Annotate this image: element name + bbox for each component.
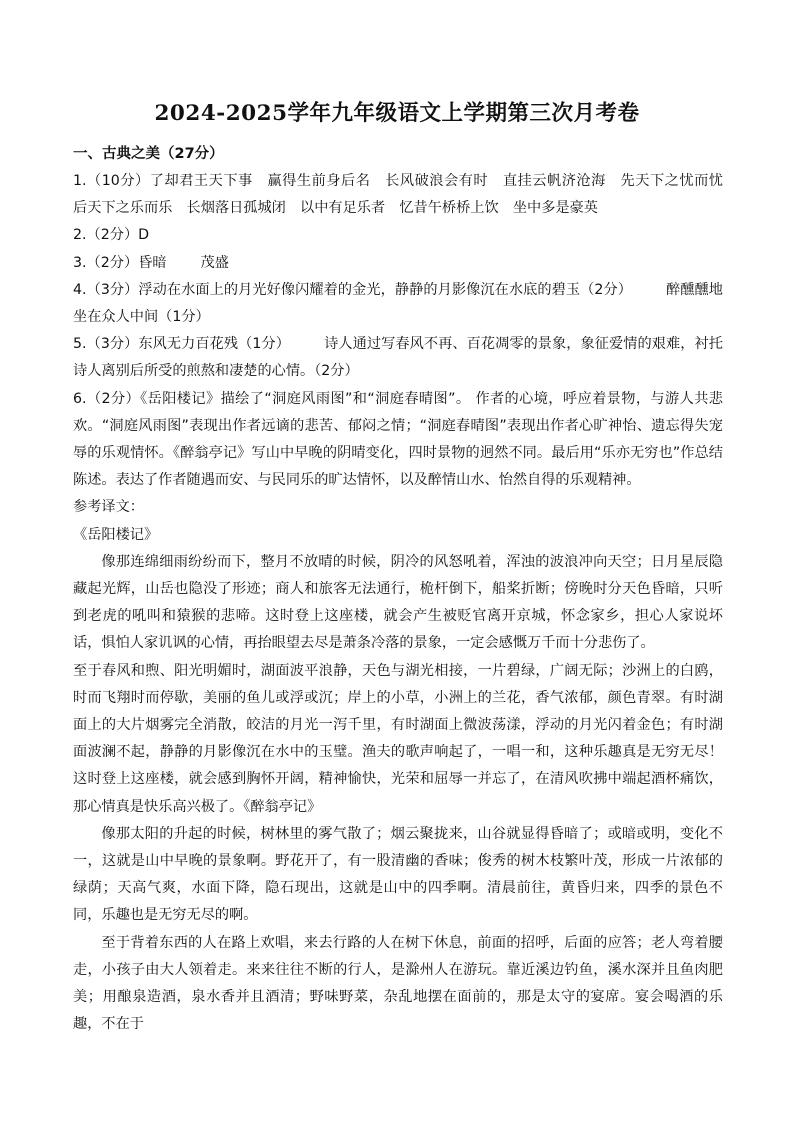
answer-q2: 2.（2分）D [73,227,150,244]
answer-q4-part2: 醉醺醺地坐在众人中间（1分） [73,281,723,326]
answer-q4-part1: 4.（3分）浮动在水面上的月光好像闪耀着的金光，静静的月影像沉在水底的碧玉（2分） [73,281,632,298]
section-heading: 一、古典之美（27分） [73,146,224,162]
translation-paragraph: 像那太阳的升起的时候，树林里的雾气散了；烟云聚拢来，山谷就显得昏暗了；或暗或明，变化不一，这就是山中早晚的景象啊。野花开了，有一股清幽的香味；俊秀的树木枝繁叶茂，形成一片浓郁的绿荫；天高气爽，水面下降，隐石现出，这就是山中的四季啊。清晨前往，黄昏归来，四季的景色不同，乐趣也是无穷无尽的啊。 [73,825,723,924]
answer-q4 [73,277,723,331]
translation-title-yueyanglou: 《岳阳楼记》 [73,526,159,543]
answer-q3-part1: 3.（2分）昏暗 [73,254,167,271]
answer-q6: 6.（2分）《岳阳楼记》描绘了“洞庭风雨图”和“洞庭春晴图”。 作者的心境，呼应着景物，与游人共悲欢。“洞庭风雨图”表现出作者远谪的悲苦、郁闷之情；“洞庭春晴图”表现出作者心旷神怡、遗忘得失宠辱的乐观情怀。《醉翁亭记》写山中早晚的阴晴变化，四时景物的迥然不同。最后用“乐亦无穷也”作总结陈述。表达了作者随遇而安、与民同乐的旷达情怀，以及醉情山水、怡然自得的乐观精神。 [73,390,723,489]
translation-paragraph: 像那连绵细雨纷纷而下，整月不放晴的时候，阴冷的风怒吼着，浑浊的波浪冲向天空；日月星辰隐藏起光辉，山岳也隐没了形迹；商人和旅客无法通行，桅杆倒下，船桨折断；傍晚时分天色昏暗，只听到老虎的吼叫和猿猴的悲啼。这时登上这座楼，就会产生被贬官离开京城，怀念家乡，担心人家说坏话，惧怕人家讥讽的心情，再抬眼望去尽是萧条冷落的景象，一定会感慨万千而十分悲伤了。 [73,553,723,652]
answer-q1: 1.（10分）了却君王天下事 赢得生前身后名 长风破浪会有时 直挂云帆济沧海 先天下之忧而忧 后天下之乐而乐 长烟落日孤城闭 以中有足乐者 忆昔午桥桥上饮 坐中多是豪英 [73,173,738,217]
answer-q3 [73,250,723,277]
answer-q5 [73,331,723,385]
answer-q3-part2: 茂盛 [200,254,229,271]
translation-paragraph-text: 至于春风和煦、阳光明媚时，湖面波平浪静，天色与湖光相接，一片碧绿，广阔无际；沙洲上的白鸥，时而飞翔时而停歇，美丽的鱼儿或浮或沉；岸上的小草，小洲上的兰花，香气浓郁，颜色青翠。有时湖面上的大片烟雾完全消散，皎洁的月光一泻千里，有时湖面上微波荡漾，浮动的月光闪着金色；有时湖面波澜不起，静静的月影像沉在水中的玉璧。渔夫的歌声响起了，一唱一和，这种乐趣真是无穷无尽！这时登上这座楼，就会感到胸怀开阔，精神愉快，光荣和屈辱一并忘了，在清风吹拂中端起酒杯痛饮，那心情真是快乐高兴极了。 [73,662,723,815]
answer-q5-part1: 5.（3分）东风无力百花残（1分） [73,336,291,353]
answer-body [73,168,738,1039]
translation-paragraph [73,658,723,821]
reference-label: 参考译文： [73,499,144,516]
answer-q5-part2: 诗人通过写春风不再、百花凋零的景象，象征爱情的艰难，衬托诗人离别后所受的煎熬和凄楚的心情。（2分） [73,336,723,380]
translation-title-zuiwengting: 《醉翁亭记》 [243,798,322,815]
translation-paragraph: 至于背着东西的人在路上欢唱，来去行路的人在树下休息，前面的招呼，后面的应答；老人弯着腰走，小孩子由大人领着走。来来往往不断的行人，是滁州人在游玩。靠近溪边钓鱼，溪水深并且鱼肉肥美；用酿泉造酒，泉水香并且酒清；野味野菜，杂乱地摆在面前的，那是太守的宴席。宴会喝酒的乐趣，不在于 [73,934,723,1033]
page-title: 2024-2025学年九年级语文上学期第三次月考卷 [154,101,640,126]
